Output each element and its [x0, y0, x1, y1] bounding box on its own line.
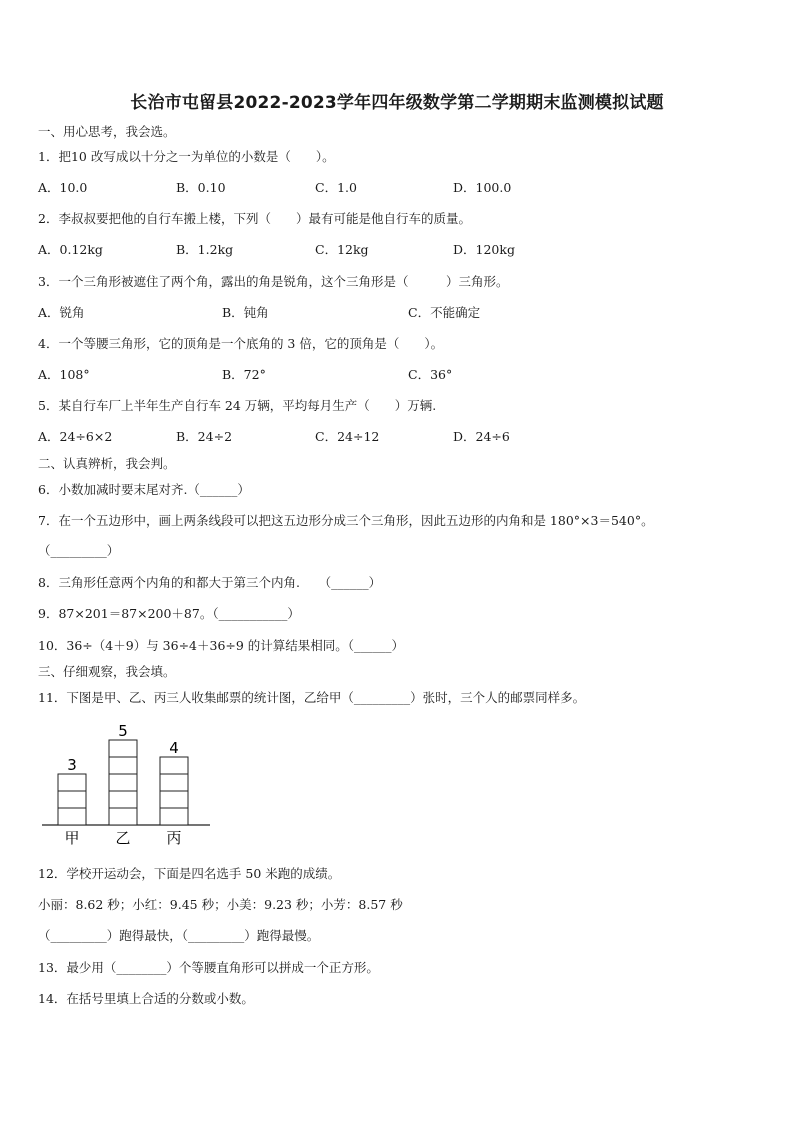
- q4-option-a: A．108°: [38, 367, 90, 382]
- q5-option-a: A．24÷6×2: [38, 429, 113, 444]
- question-6: 6．小数加减时要末尾对齐.（______）: [38, 482, 250, 497]
- bars-group: [58, 722, 188, 847]
- q4-option-c: C．36°: [408, 367, 453, 382]
- question-5: 5．某自行车厂上半年生产自行车 24 万辆，平均每月生产（ ）万辆.: [38, 398, 437, 413]
- section-heading-1: 一、用心思考，我会选。: [38, 124, 176, 139]
- q3-option-b: B．钝角: [222, 305, 269, 320]
- q1-option-c: C．1.0: [315, 180, 357, 195]
- q1-option-b: B．0.10: [176, 180, 226, 195]
- stamp-square: [160, 757, 188, 774]
- question-7: 7．在一个五边形中，画上两条线段可以把这五边形分成三个三角形，因此五边形的内角和是 180°×3＝540°。: [38, 513, 654, 528]
- question-8: 8．三角形任意两个内角的和都大于第三个内角. （______）: [38, 575, 382, 590]
- stamp-square: [58, 791, 86, 808]
- bar-count-label: 5: [118, 722, 128, 740]
- q1-option-d: D．100.0: [453, 180, 512, 195]
- section-heading-3: 三、仔细观察，我会填。: [38, 664, 176, 679]
- page-title: 长治市屯留县2022-2023学年四年级数学第二学期期末监测模拟试题: [130, 93, 664, 113]
- q4-option-b: B．72°: [222, 367, 266, 382]
- q1-option-a: A．10.0: [38, 180, 88, 195]
- q2-option-b: B．1.2kg: [176, 242, 234, 257]
- stamp-square: [160, 774, 188, 791]
- q3-option-c: C．不能确定: [408, 305, 481, 320]
- q2-option-c: C．12kg: [315, 242, 369, 257]
- question-2: 2．李叔叔要把他的自行车搬上楼，下列（ ）最有可能是他自行车的质量。: [38, 211, 471, 226]
- stamp-square: [160, 808, 188, 825]
- stamp-square: [109, 757, 137, 774]
- stamp-square: [58, 774, 86, 791]
- q5-option-d: D．24÷6: [453, 429, 510, 444]
- bar-count-label: 3: [67, 756, 77, 774]
- bar-person-label: 甲: [64, 829, 80, 847]
- q2-option-d: D．120kg: [453, 242, 515, 257]
- q2-option-a: A．0.12kg: [38, 242, 103, 257]
- stamp-count-figure: [38, 715, 213, 850]
- stamp-square: [109, 791, 137, 808]
- stamp-square: [160, 791, 188, 808]
- q5-option-c: C．24÷12: [315, 429, 380, 444]
- question-10: 10．36÷（4＋9）与 36÷4＋36÷9 的计算结果相同。（______）: [38, 638, 405, 653]
- bar-count-label: 4: [169, 739, 179, 757]
- bar-person-label: 乙: [115, 829, 131, 847]
- question-3: 3．一个三角形被遮住了两个角，露出的角是锐角，这个三角形是（ ）三角形。: [38, 274, 509, 289]
- question-12-results: 小丽：8.62 秒；小红：9.45 秒；小美：9.23 秒；小芳：8.57 秒: [38, 897, 403, 912]
- q5-option-b: B．24÷2: [176, 429, 233, 444]
- question-1: 1．把10 改写成以十分之一为单位的小数是（ ）。: [38, 149, 335, 164]
- stamp-square: [58, 808, 86, 825]
- q3-option-a: A．锐角: [38, 305, 85, 320]
- stamp-square: [109, 774, 137, 791]
- question-12-answer: （_________）跑得最快，（_________）跑得最慢。: [38, 928, 320, 943]
- question-14: 14．在括号里填上合适的分数或小数。: [38, 991, 254, 1006]
- question-12: 12．学校开运动会，下面是四名选手 50 米跑的成绩。: [38, 866, 341, 881]
- question-11: 11．下图是甲、乙、丙三人收集邮票的统计图，乙给甲（_________）张时，三个人的邮票同样多。: [38, 690, 586, 705]
- stamp-square: [109, 808, 137, 825]
- stamp-square: [109, 740, 137, 757]
- question-7-answer-blank: （_________）: [38, 543, 120, 558]
- bar-person-label: 丙: [166, 829, 182, 847]
- question-4: 4．一个等腰三角形，它的顶角是一个底角的 3 倍，它的顶角是（ ）。: [38, 336, 444, 351]
- question-13: 13．最少用（________）个等腰直角形可以拼成一个正方形。: [38, 960, 379, 975]
- question-9: 9．87×201＝87×200＋87。（___________）: [38, 606, 300, 621]
- section-heading-2: 二、认真辨析，我会判。: [38, 456, 176, 471]
